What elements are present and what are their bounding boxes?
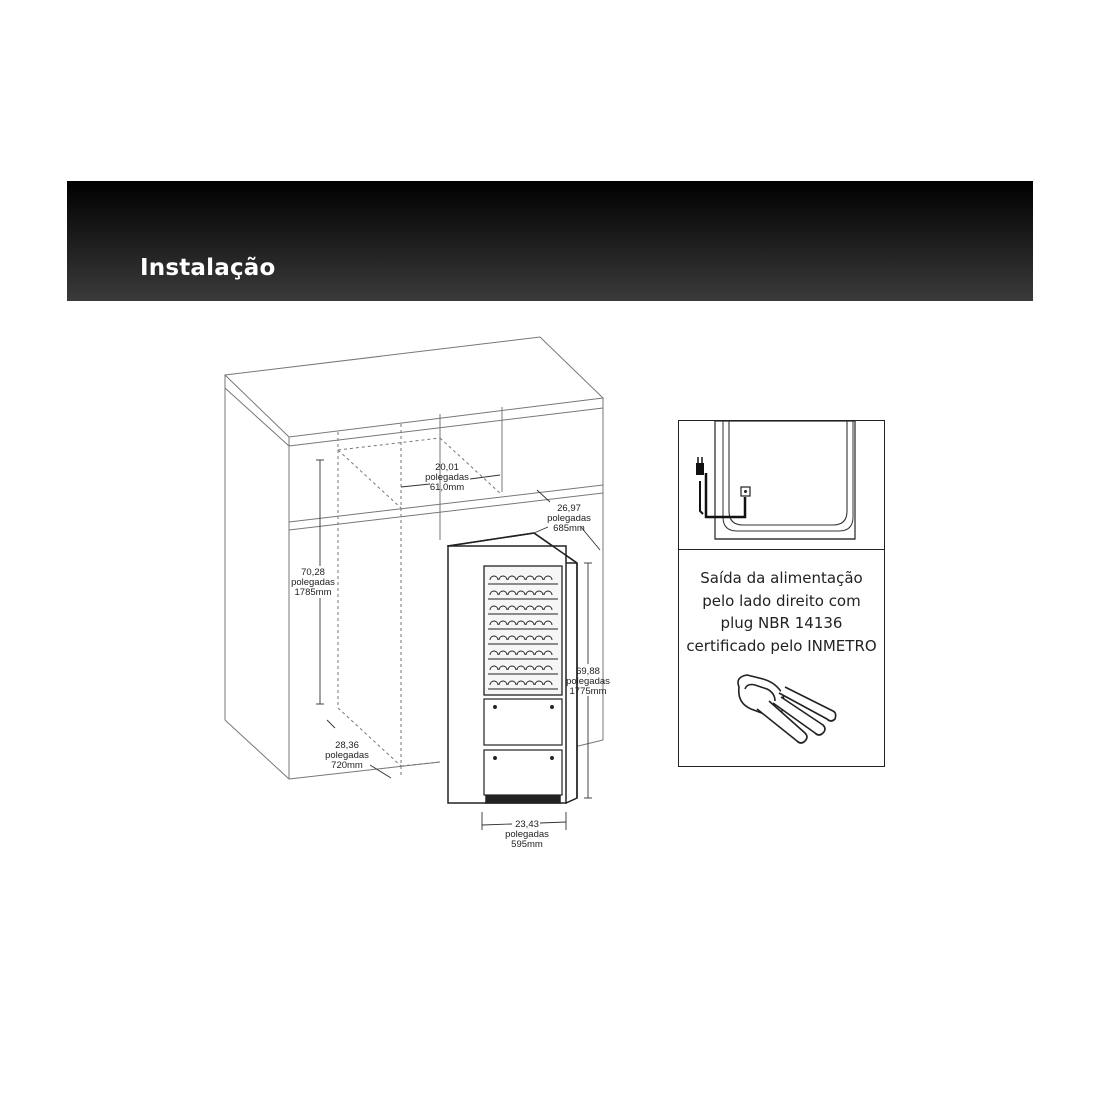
power-line-4: certificado pelo INMETRO: [686, 636, 877, 655]
power-outlet-illustration: [679, 421, 883, 549]
appliance-width-mm: 595mm: [511, 839, 543, 850]
depth-top-mm: 685mm: [553, 523, 585, 534]
depth-top-value: 26,97: [557, 503, 581, 514]
appliance-drawing: [448, 533, 577, 803]
cavity-depth-mm: 720mm: [331, 760, 363, 771]
cavity-width-mm: 61,0mm: [429, 482, 465, 493]
panel-divider: [679, 549, 884, 550]
cavity-height-mm: 1785mm: [294, 587, 332, 598]
cavity-height-value: 70,28: [301, 567, 325, 578]
cavity-depth-unit: polegadas: [325, 750, 369, 761]
appliance-width-value: 23,43: [515, 819, 539, 830]
power-line-3: plug NBR 14136: [720, 614, 843, 632]
plug-icon: [729, 669, 839, 749]
cavity-width-value: 20,01: [435, 462, 459, 473]
appliance-height-value: 69,88: [576, 666, 600, 677]
power-line-1: Saída da alimentação: [700, 569, 863, 587]
cavity-height-unit: polegadas: [291, 577, 335, 588]
power-line-2: pelo lado direito com: [702, 591, 861, 610]
power-description: [679, 567, 884, 657]
depth-top-unit: polegadas: [547, 513, 591, 524]
cavity-depth-value: 28,36: [335, 740, 359, 751]
appliance-height-mm: 1775mm: [569, 686, 607, 697]
cavity-width-unit: polegadas: [425, 472, 469, 483]
page-title: Instalação: [140, 255, 276, 281]
appliance-width-unit: polegadas: [505, 829, 549, 840]
power-info-panel: [678, 420, 885, 767]
appliance-height-unit: polegadas: [566, 676, 610, 687]
